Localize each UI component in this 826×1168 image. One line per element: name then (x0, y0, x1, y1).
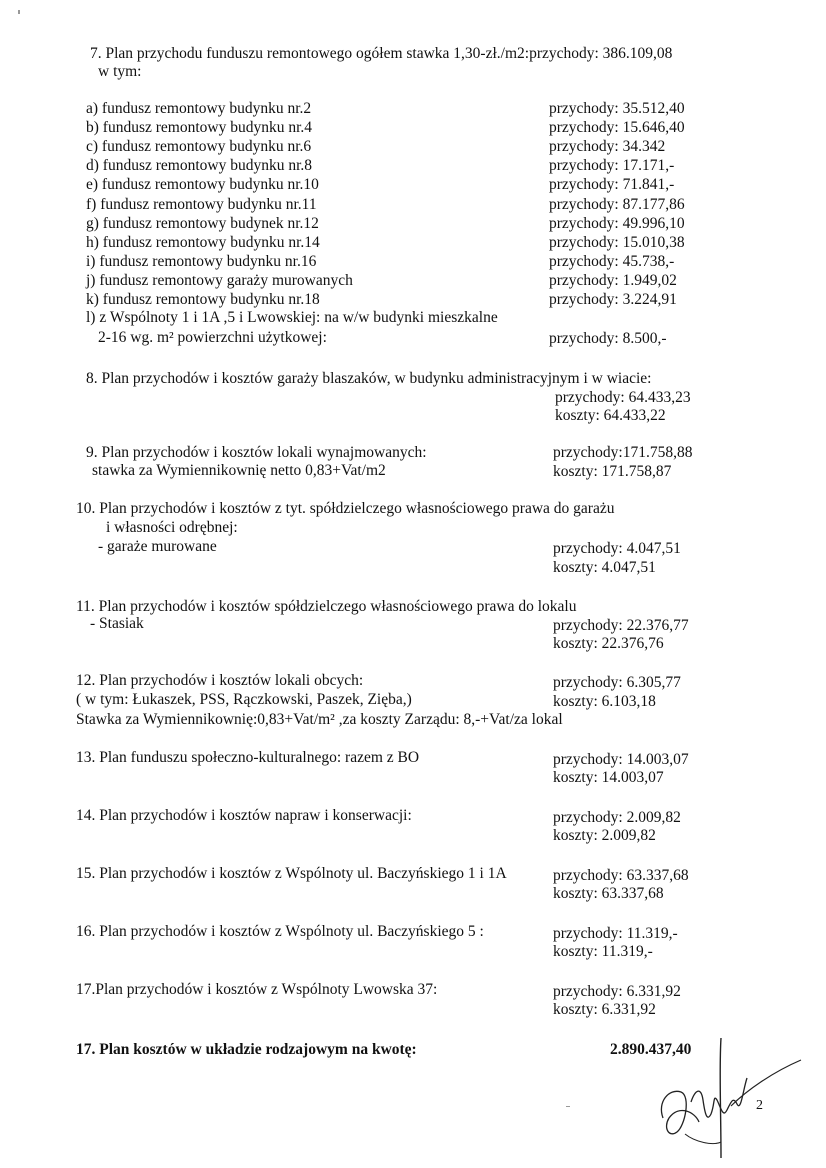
s7-l-line1: l) z Wspólnoty 1 i 1A ,5 i Lwowskiej: na w/w budynki mieszkalne (86, 309, 498, 326)
s7-item-value: przychody: 71.841,- (549, 176, 675, 193)
s13-koszty: koszty: 14.003,07 (553, 769, 664, 786)
s7-item-value: przychody: 34.342 (549, 138, 666, 155)
scan-mark (566, 1106, 570, 1107)
s16-title: 16. Plan przychodów i kosztów z Wspólnoty ul. Baczyńskiego 5 : (76, 923, 484, 940)
scan-mark (18, 10, 20, 14)
page-number: 2 (756, 1098, 763, 1113)
s10-przychody: przychody: 4.047,51 (553, 540, 681, 557)
s7-title: 7. Plan przychodu funduszu remontowego ogółem stawka 1,30-zł./m2:przychody: 386.109,08 (90, 45, 673, 62)
s7-item-label: e) fundusz remontowy budynku nr.10 (86, 176, 319, 193)
s14-title: 14. Plan przychodów i kosztów napraw i konserwacji: (76, 807, 412, 824)
s7-item-value: przychody: 1.949,02 (549, 272, 677, 289)
s7-item-label: f) fundusz remontowy budynku nr.11 (86, 196, 317, 213)
s8-przychody: przychody: 64.433,23 (555, 389, 691, 406)
s7-subtitle: w tym: (98, 63, 142, 80)
s7-item-value: przychody: 87.177,86 (549, 196, 685, 213)
s14-przychody: przychody: 2.009,82 (553, 809, 681, 826)
s10-title: 10. Plan przychodów i kosztów z tyt. spółdzielczego własnościowego prawa do garażu (76, 500, 615, 517)
s17a-koszty: koszty: 6.331,92 (553, 1001, 656, 1018)
handwritten-signature-icon (655, 1030, 805, 1160)
s9-przychody: przychody:171.758,88 (553, 444, 693, 461)
s7-item-value: przychody: 15.646,40 (549, 119, 685, 136)
s14-koszty: koszty: 2.009,82 (553, 827, 656, 844)
s11-item: - Stasiak (90, 615, 144, 632)
s10-subtitle: i własności odrębnej: (106, 519, 238, 536)
s12-title: 12. Plan przychodów i kosztów lokali obcych: (76, 672, 364, 689)
s17a-title: 17.Plan przychodów i kosztów z Wspólnoty Lwowska 37: (76, 981, 438, 998)
s10-koszty: koszty: 4.047,51 (553, 559, 656, 576)
s9-koszty: koszty: 171.758,87 (553, 463, 672, 480)
s11-title: 11. Plan przychodów i kosztów spółdzielczego własnościowego prawa do lokalu (76, 598, 577, 615)
s16-koszty: koszty: 11.319,- (553, 943, 653, 960)
s8-koszty: koszty: 64.433,22 (555, 407, 666, 424)
s13-przychody: przychody: 14.003,07 (553, 751, 689, 768)
s17b-title: 17. Plan kosztów w układzie rodzajowym na kwotę: (76, 1041, 417, 1058)
s7-item-label: g) fundusz remontowy budynek nr.12 (86, 215, 319, 232)
s11-koszty: koszty: 22.376,76 (553, 635, 664, 652)
s7-item-value: przychody: 45.738,- (549, 253, 675, 270)
s11-przychody: przychody: 22.376,77 (553, 617, 689, 634)
s7-item-label: i) fundusz remontowy budynku nr.16 (86, 253, 317, 270)
s7-item-value: przychody: 15.010,38 (549, 234, 685, 251)
s9-title: 9. Plan przychodów i kosztów lokali wynajmowanych: (86, 444, 427, 461)
s15-koszty: koszty: 63.337,68 (553, 885, 664, 902)
s7-l-line2: 2-16 wg. m² powierzchni użytkowej: (98, 329, 327, 346)
s7-item-label: b) fundusz remontowy budynku nr.4 (86, 119, 313, 136)
s15-przychody: przychody: 63.337,68 (553, 867, 689, 884)
s9-subtitle: stawka za Wymiennikownię netto 0,83+Vat/m2 (92, 462, 386, 479)
s8-title: 8. Plan przychodów i kosztów garaży blaszaków, w budynku administracyjnym i w wiacie: (86, 370, 652, 387)
s7-item-label: k) fundusz remontowy budynku nr.18 (86, 291, 320, 308)
s17b-amount: 2.890.437,40 (610, 1041, 692, 1058)
s15-title: 15. Plan przychodów i kosztów z Wspólnoty ul. Baczyńskiego 1 i 1A (76, 865, 507, 882)
s12-koszty: koszty: 6.103,18 (553, 693, 656, 710)
s17a-przychody: przychody: 6.331,92 (553, 983, 681, 1000)
s7-item-label: a) fundusz remontowy budynku nr.2 (86, 100, 312, 117)
s13-title: 13. Plan funduszu społeczno-kulturalnego: razem z BO (76, 749, 420, 766)
s7-item-label: h) fundusz remontowy budynku nr.14 (86, 234, 320, 251)
s7-item-value: przychody: 17.171,- (549, 157, 675, 174)
s7-item-value: przychody: 35.512,40 (549, 100, 685, 117)
s7-item-value: przychody: 49.996,10 (549, 215, 685, 232)
s12-przychody: przychody: 6.305,77 (553, 674, 681, 691)
s16-przychody: przychody: 11.319,- (553, 925, 678, 942)
s7-item-value: przychody: 3.224,91 (549, 291, 677, 308)
s7-l-value: przychody: 8.500,- (549, 330, 667, 347)
s7-item-label: d) fundusz remontowy budynku nr.8 (86, 157, 313, 174)
s7-item-label: c) fundusz remontowy budynku nr.6 (86, 138, 312, 155)
s12-line3: Stawka za Wymiennikownię:0,83+Vat/m² ,za koszty Zarządu: 8,-+Vat/za lokal (76, 711, 563, 728)
s12-subtitle: ( w tym: Łukaszek, PSS, Rączkowski, Paszek, Zięba,) (76, 691, 412, 708)
s10-item: - garaże murowane (98, 538, 217, 555)
s7-item-label: j) fundusz remontowy garaży murowanych (86, 272, 353, 289)
